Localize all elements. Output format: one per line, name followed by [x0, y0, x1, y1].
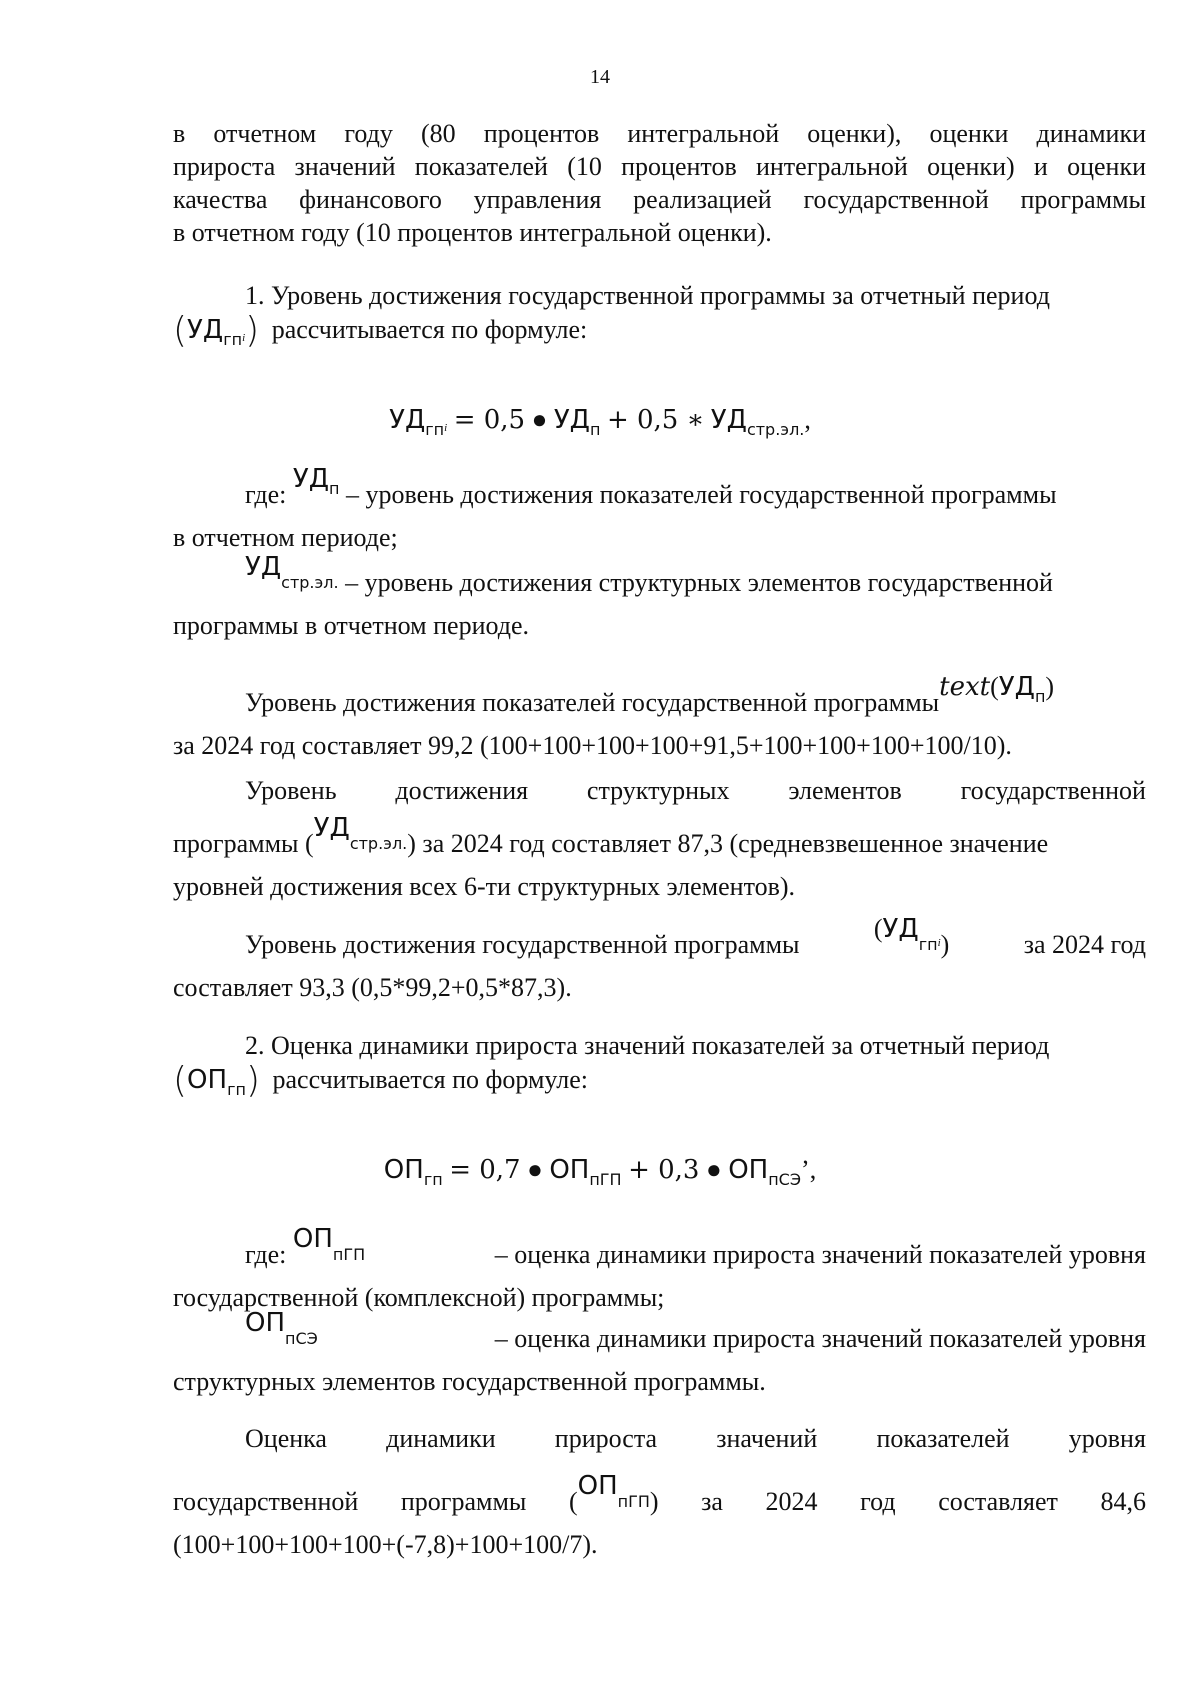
intro-line: качества финансового управления реализацией государственной программы [173, 185, 1146, 214]
inline-symbol-sub: пГП [617, 1492, 650, 1511]
def-text: – уровень достижения структурных элементов государственной [345, 568, 1053, 597]
word: структурных [586, 776, 730, 805]
inline-symbol-index: i [937, 937, 941, 949]
def-symbol: ОП [292, 1224, 333, 1254]
paragraph-text: за 2024 год [1023, 930, 1146, 959]
formula-lhs-index: i [444, 422, 448, 434]
spread-line: государственной программы $(ОП_{пГП})$ за 2024 год составляет 84,6 [173, 1485, 1146, 1528]
formula-ud [0, 400, 1200, 450]
section1-heading [173, 279, 1146, 312]
def-text-cont: программы в отчетном периоде. [173, 611, 530, 640]
paragraph-text: за 2024 год составляет 99,2 (100+100+100+100+91,5+100+100+100+100/10). [173, 731, 1012, 760]
symbol-op: ОП [187, 1065, 228, 1095]
inline-symbol: ОП [577, 1471, 618, 1501]
word: динамики [386, 1424, 496, 1453]
paragraph-text: Уровень достижения показателей государственной программы [245, 688, 940, 717]
definition-op-se [173, 1308, 1146, 1398]
def-text: – уровень достижения показателей государственной программы [346, 480, 1057, 509]
page-number: 14 [590, 66, 610, 88]
symbol-sub: гп [223, 330, 243, 349]
word: составляет [938, 1487, 1058, 1516]
close-paren: ) [1045, 672, 1055, 701]
word: государственной [173, 1487, 359, 1516]
section-heading: 2. Оценка динамики прироста значений показателей за отчетный период [245, 1031, 1050, 1060]
definition-op-gp [173, 1224, 1146, 1314]
calc-text: рассчитывается по формуле: [272, 1065, 589, 1094]
bullet-operator: ● [531, 405, 548, 434]
word: 84,6 [1100, 1487, 1146, 1516]
bullet-operator: ● [527, 1155, 543, 1184]
word: уровня [1068, 1424, 1146, 1453]
word: достижения [395, 776, 529, 805]
paragraph-text: (100+100+100+100+(-7,8)+100+100/7). [173, 1530, 598, 1559]
formula-coef-2: + 0,5 ∗ [606, 405, 705, 435]
symbol-sub: гп [227, 1080, 246, 1099]
where-label: где: [245, 480, 287, 509]
formula-lhs: ОП [383, 1155, 424, 1185]
tex-artifact: text [939, 672, 991, 702]
word: программы [400, 1487, 527, 1516]
def-symbol: УД [292, 464, 330, 494]
inline-symbol-sub: гп [918, 935, 938, 954]
def-text-cont: в отчетном периоде; [173, 523, 398, 552]
def-symbol: ОП [245, 1308, 286, 1338]
inline-symbol: УД [882, 914, 919, 944]
formula-lhs-sub: гп [423, 1170, 443, 1189]
paragraph-text: уровней достижения всех 6-ти структурных элементов). [173, 872, 796, 901]
def-symbol: УД [245, 552, 282, 582]
inline-symbol-sub: стр.эл. [349, 834, 408, 853]
word: за [701, 1487, 723, 1516]
paragraph-ud-gp-value: Уровень достижения государственной программы $(УД_{гп}^i)$ за 2024 год составляет 93,3 (0,5*99,2+0,5*87,3). [173, 914, 1146, 1002]
paragraph-text: ) за 2024 год составляет 87,3 (средневзвешенное значение [407, 829, 1049, 858]
formula-coef-2: + 0,3 [628, 1155, 700, 1185]
formula-coef-1: = 0,7 [449, 1155, 521, 1185]
word: элементов [788, 776, 902, 805]
symbol-ud: УД [187, 315, 224, 345]
definition-ud-str [173, 552, 1146, 642]
where-label: где: [245, 1240, 287, 1269]
def-text-cont: государственной (комплексной) программы; [173, 1283, 665, 1312]
symbol-index: i [242, 332, 246, 344]
paragraph-ud-p-value: Уровень достижения показателей государственной $программыtext(УД^п)$ за 2024 год составляет 99,2 (100+100+100+100+91,5+100+100+100+100/10). [173, 686, 1146, 762]
def-symbol-sub: п [329, 479, 340, 498]
formula-term-1: ОП [549, 1155, 590, 1185]
intro-paragraph [173, 117, 1146, 249]
inline-symbol-sub: п [1034, 687, 1046, 706]
paragraph-text: Уровень достижения государственной программы [245, 930, 800, 959]
word: год [860, 1487, 896, 1516]
formula-term-2: ОП [728, 1155, 769, 1185]
formula-coef-1: = 0,5 [453, 405, 526, 435]
section2-heading [173, 1029, 1146, 1062]
formula-op [0, 1150, 1200, 1200]
word: Оценка [245, 1424, 327, 1453]
spread-line [173, 774, 1146, 807]
word: показателей [876, 1424, 1010, 1453]
formula-term-1: УД [553, 405, 590, 435]
inline-symbol: УД [313, 813, 350, 843]
word: Уровень [245, 776, 337, 805]
intro-line: в отчетном году (10 процентов интегральной оценки). [173, 218, 772, 247]
formula-tail: ’, [801, 1155, 817, 1184]
word: значений [716, 1424, 818, 1453]
formula-lhs-sub: гп [425, 420, 445, 439]
def-text: – оценка динамики прироста значений показателей уровня [494, 1324, 1146, 1353]
section-heading: 1. Уровень достижения государственной программы за отчетный период [245, 281, 1050, 310]
formula-tail: , [804, 405, 811, 434]
formula-term-2: УД [710, 405, 747, 435]
intro-line: прироста значений показателей (10 процентов интегральной оценки) и оценки [173, 152, 1146, 181]
formula-term-1-sub: пГП [589, 1170, 622, 1189]
formula-lhs: УД [389, 405, 426, 435]
formula-term-2-sub: пСЭ [768, 1170, 802, 1189]
word: 2024 [765, 1487, 818, 1516]
paragraph-op-gp-value [173, 1422, 1146, 1561]
word: государственной [960, 776, 1146, 805]
word: прироста [554, 1424, 658, 1453]
section1-calc-line: $(УД_{гп}i)$ рассчитывается по формуле: [173, 310, 588, 351]
def-symbol-sub: пГП [332, 1245, 366, 1264]
formula-term-2-sub: стр.эл. [746, 420, 805, 439]
spread-line [173, 1422, 1146, 1455]
paragraph-text: программы ( [173, 829, 314, 858]
paragraph-ud-str-value [173, 774, 1146, 903]
intro-line: в отчетном году (80 процентов интегральной оценки), оценки динамики [173, 119, 1146, 148]
definition-ud-p [173, 464, 1146, 554]
def-symbol-sub: пСЭ [285, 1329, 318, 1348]
bullet-operator: ● [705, 1155, 722, 1184]
formula-term-1-sub: п [589, 420, 601, 439]
calc-text: рассчитывается по формуле: [271, 315, 588, 344]
def-symbol-sub: стр.эл. [281, 573, 339, 592]
def-text-cont: структурных элементов государственной программы. [173, 1367, 766, 1396]
section2-calc-line: $(ОП_{гп})$ рассчитывается по формуле: [173, 1060, 589, 1101]
paragraph-text: составляет 93,3 (0,5*99,2+0,5*87,3). [173, 973, 572, 1002]
def-text: – оценка динамики прироста значений показателей уровня [494, 1240, 1146, 1269]
inline-symbol: УД [998, 672, 1035, 702]
